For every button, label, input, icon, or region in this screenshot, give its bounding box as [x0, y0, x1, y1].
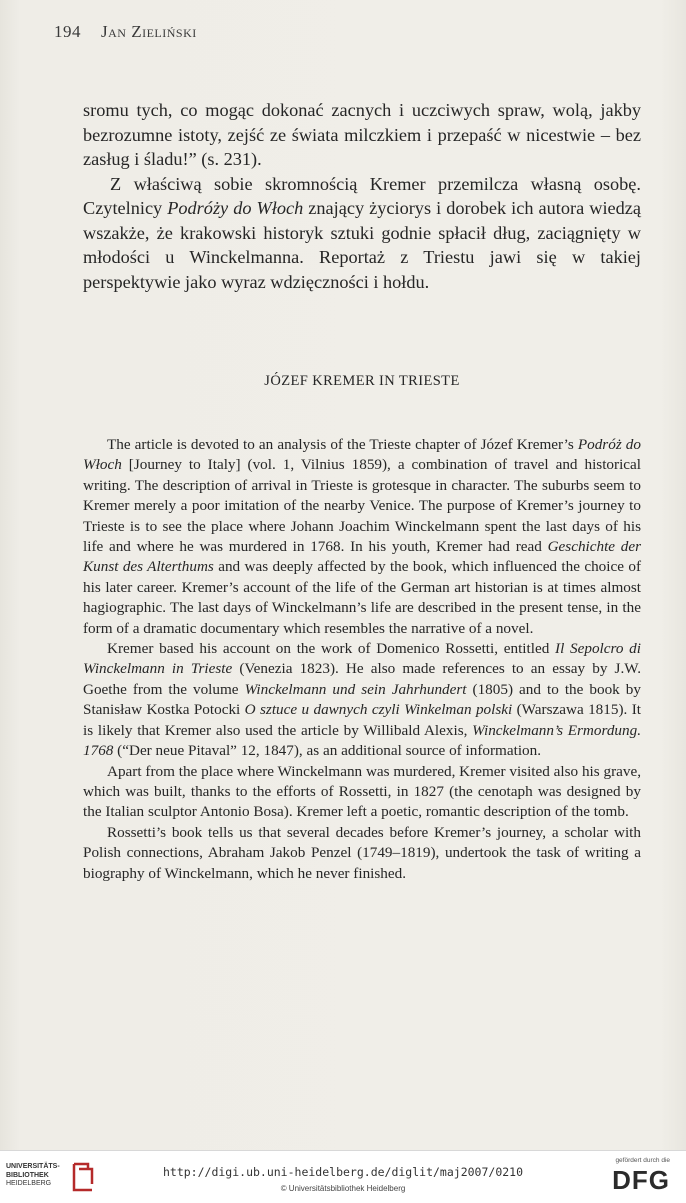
book-title: Winckelmann’s Ermordung. 1768: [83, 721, 641, 760]
book-title: Winckelmann und sein Jahrhundert: [244, 680, 467, 698]
funding-label: gefördert durch die: [615, 1157, 670, 1164]
english-paragraph-3: Apart from the place where Winckelmann was murdered, Kremer visited also his grave, which was built, thanks to the efforts of Rossetti, in 1827 (the cenotaph was designed by the Italian sculptor Antonio Bosa). Kremer left a poetic, romantic description of the tomb.: [83, 762, 641, 821]
english-paragraph-4: Rossetti’s book tells us that several decades before Kremer’s journey, a scholar with Polish connections, Abraham Jakob Penzel (1749–1819), undertook the task of writing a biography of Winckelmann, which he never finished.: [83, 823, 641, 882]
english-summary-block: [83, 435, 641, 884]
polish-paragraph-1: sromu tych, co mogąc dokonać zacnych i uczciwych spraw, wolą, jakby bezrozumne istoty, zejść ze świata milczkiem i przepaść w nicestwie – bez zasług i śladu!” (s. 231).: [83, 100, 641, 169]
book-title: Geschichte der Kunst des Alterthums: [83, 538, 642, 576]
summary-heading: JÓZEF KREMER IN TRIESTE: [264, 373, 460, 389]
digitization-footer: [0, 1150, 686, 1203]
library-logo-text[interactable]: UNIVERSITÄTS- BIBLIOTHEK HEIDELBERG: [6, 1163, 60, 1187]
book-title: O sztuce u dawnych czyli Winkelman polski: [244, 701, 513, 719]
book-title: Podróży do Włoch: [167, 198, 304, 218]
book-title: Il Sepolcro di Winckelmann in Trieste: [83, 640, 641, 678]
english-paragraph-2: Kremer based his account on the work of Domenico Rossetti, entitled Il Sepolcro di Winckelmann in Trieste (Venezia 1823). He also made references to an essay by J.W. Goethe from the volume Winckelmann und sein Jahrhundert (1805) and to the book by Stanisław Kostka Potocki O sztuce u dawnych czyli Winkelman polski (Warszawa 1815). It is likely that Kremer also used the article by Willibald Alexis, Winckelmann’s Ermordung. 1768 (“Der neue Pitaval” 12, 1847), as an additional source of information.: [83, 640, 641, 760]
dfg-logo[interactable]: DFG: [612, 1165, 670, 1195]
polish-text-block: [83, 98, 641, 294]
running-head: [54, 22, 197, 42]
english-paragraph-1: The article is devoted to an analysis of the Trieste chapter of Józef Kremer’s Podróż do Włoch [Journey to Italy] (vol. 1, Vilnius 1859), a combination of travel and historical writing. The description of arrival in Trieste is grotesque in character. The suburbs seem to Kremer merely a poor imitation of the nearby Venice. The purpose of Kremer’s journey to Trieste is to see the place where Johann Joachim Winckelmann spent the last days of his life and where he was murdered in 1768. In his youth, Kremer had read Geschichte der Kunst des Alterthums and was deeply affected by the book, which influenced the choice of his later career. Kremer’s account of the life of the German art historian is at times almost hagiographic. The last days of Winckelmann’s life are described in the present tense, in the form of a dramatic documentary which resembles the narrative of a novel.: [83, 436, 642, 637]
polish-paragraph-2: Z właściwą sobie skromnością Kremer przemilcza własną osobę. Czytelnicy Podróży do Włoch znający życiorys i dorobek ich autora wiedzą wszakże, że krakowski historyk sztuki godnie spłacił dług, zaciągnięty w młodości u Winckelmanna. Reportaż z Triestu jawi się w takiej perspektywie jako wyraz wdzięczności i hołdu.: [83, 173, 642, 292]
page-number: 194: [54, 22, 81, 41]
running-head-author: Jan Zieliński: [101, 22, 197, 41]
book-title: Podróż do Włoch: [83, 436, 641, 474]
copyright-notice: © Universitätsbibliothek Heidelberg: [280, 1184, 406, 1193]
source-url-link[interactable]: http://digi.ub.uni-heidelberg.de/diglit/maj2007/0210: [162, 1165, 524, 1179]
